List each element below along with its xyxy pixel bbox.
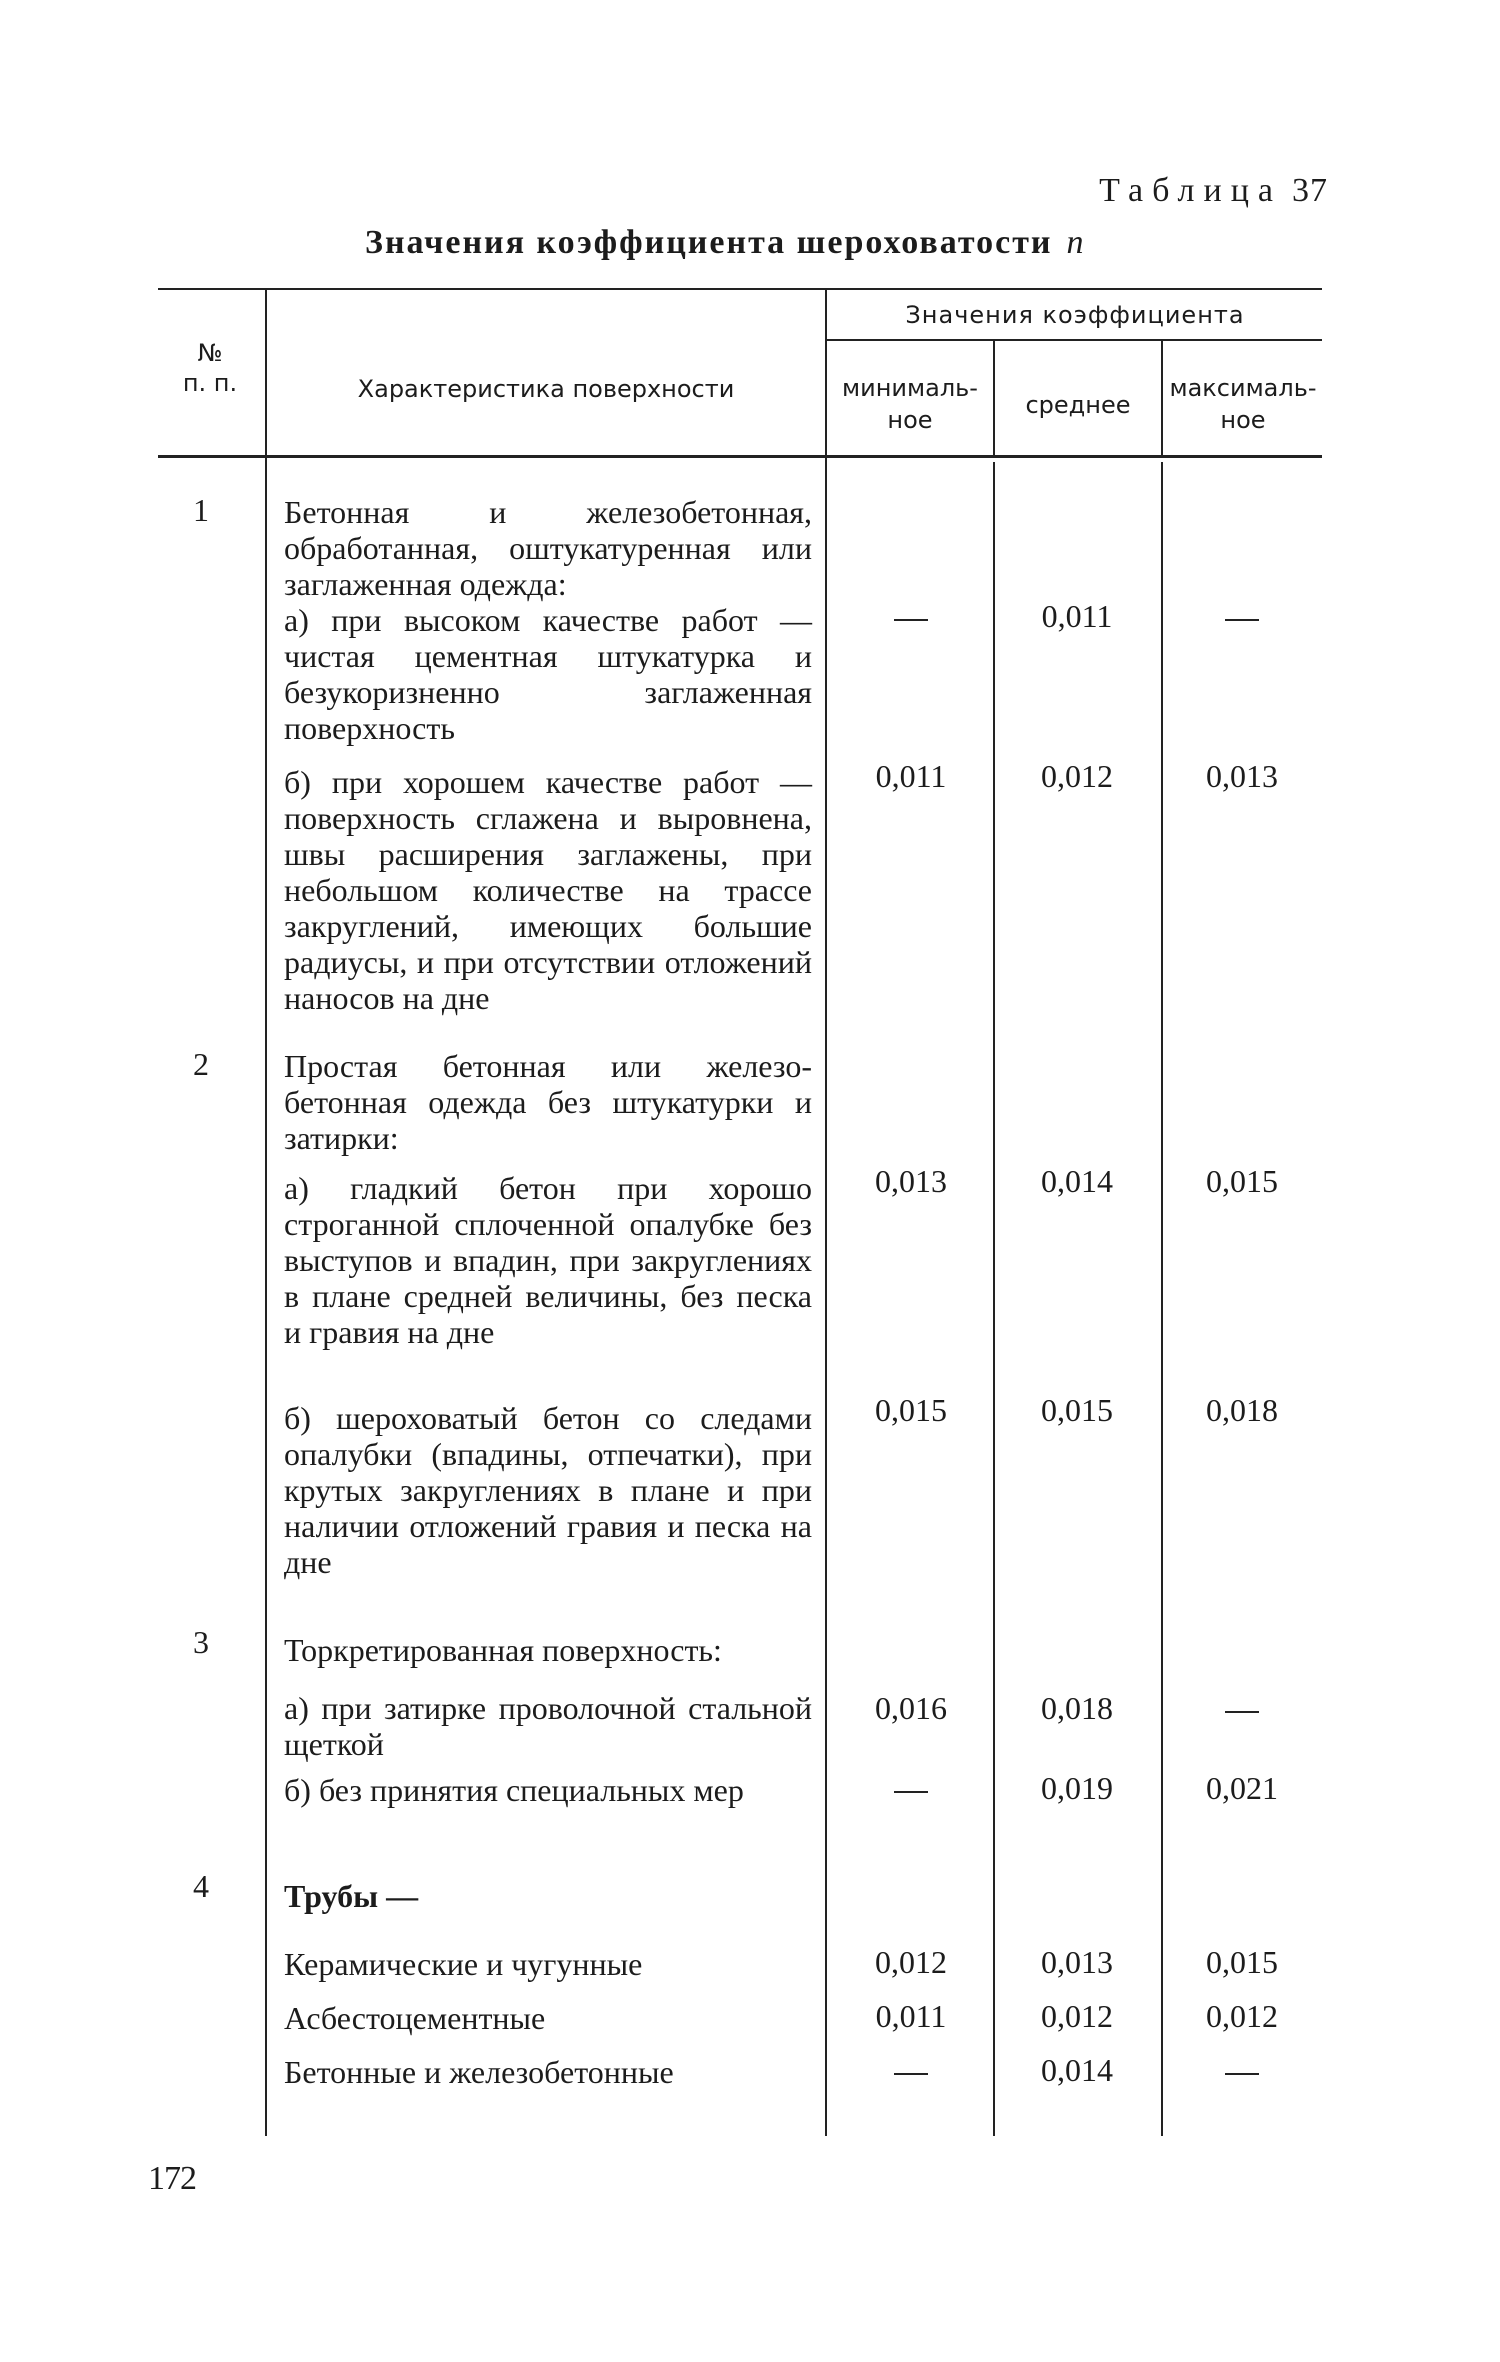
row-1a-description: а) при высоком качестве работ — чистая цементная штукатурка и безукоризненно заглаженная поверхность — [284, 602, 812, 746]
column-header-max: максималь- ное — [1169, 374, 1317, 434]
vline-1 — [265, 290, 267, 2136]
table-number: 37 — [1292, 172, 1328, 209]
row-1a-max — [1162, 598, 1322, 634]
row-number-2: 2 — [193, 1046, 209, 1082]
row-1a-min — [831, 598, 991, 634]
column-header-values-group: Значения коэффициента — [905, 301, 1245, 329]
row-number-3: 3 — [193, 1624, 209, 1660]
column-header-number: № п. п. — [182, 339, 238, 397]
row-3b-min — [831, 1770, 991, 1806]
column-header-characteristic: Характеристика поверхности — [357, 375, 735, 403]
row-4a-avg: 0,013 — [1041, 1944, 1113, 1980]
row-4b-avg: 0,012 — [1041, 1998, 1113, 2034]
row-4c-min — [831, 2052, 991, 2088]
row-3a-description: а) при затирке проволочной стальной щеткой — [284, 1690, 812, 1762]
dash-mark — [894, 2073, 928, 2075]
dash-mark — [894, 619, 928, 621]
row-3a-avg: 0,018 — [1041, 1690, 1113, 1726]
column-header-min: минималь- ное — [842, 374, 978, 434]
table-label — [1099, 172, 1328, 210]
title-variable: n — [1066, 224, 1086, 261]
table-title — [365, 224, 1086, 262]
column-header-avg: среднее — [1025, 391, 1131, 419]
row-2a-avg: 0,014 — [1041, 1163, 1113, 1199]
row-2b-max: 0,018 — [1206, 1392, 1278, 1428]
row-4-description: Трубы — — [284, 1878, 419, 1914]
row-1b-max: 0,013 — [1206, 758, 1278, 794]
top-rule — [158, 288, 1322, 290]
row-2b-avg: 0,015 — [1041, 1392, 1113, 1428]
row-2a-min: 0,013 — [875, 1163, 947, 1199]
row-1a-avg: 0,011 — [1041, 598, 1113, 634]
vline-2 — [825, 290, 827, 2136]
row-3b-max: 0,021 — [1206, 1770, 1278, 1806]
row-4a-min: 0,012 — [875, 1944, 947, 1980]
page-number: 172 — [148, 2160, 196, 2197]
dash-mark — [1225, 619, 1259, 621]
vline-4 — [1161, 341, 1163, 455]
vline-4-body — [1161, 462, 1163, 2136]
row-2a-description: а) гладкий бетон при хорошо строганной сплоченной опалубке без выступов и впадин, при закруглениях в плане средней величины, без песка и гравия на дне — [284, 1170, 812, 1350]
row-1b-description: б) при хорошем качестве работ — поверхность сглажена и выровнена, швы расширения заглажены, при небольшом количестве на трассе закруглений, имеющих большие радиусы, и при отсутствии отложений наносов на дне — [284, 764, 812, 1016]
row-4b-min: 0,011 — [875, 1998, 947, 2034]
row-number-4: 4 — [193, 1868, 209, 1904]
row-4b-max: 0,012 — [1206, 1998, 1278, 2034]
row-2b-description: б) шероховатый бетон со следами опалубки (впадины, отпечатки), при крутых закруглениях в плане и при наличии отложений гравия и песка на дне — [284, 1400, 812, 1580]
row-3-description: Торкретированная поверхность: — [284, 1632, 722, 1668]
row-1b-min: 0,011 — [875, 758, 947, 794]
header-bottom-rule — [158, 455, 1322, 458]
row-1-description: Бетонная и железобетонная, обработанная, оштукатуренная или заглаженная одежда: — [284, 494, 812, 602]
row-2b-min: 0,015 — [875, 1392, 947, 1428]
row-4b-description: Асбестоцементные — [284, 2000, 546, 2036]
row-number-1: 1 — [193, 492, 209, 528]
dash-mark — [894, 1791, 928, 1793]
row-3a-min: 0,016 — [875, 1690, 947, 1726]
table-title-text: Значения коэффициента шероховатости — [365, 224, 1053, 261]
row-3b-avg: 0,019 — [1041, 1770, 1113, 1806]
vline-3 — [993, 341, 995, 455]
row-4c-max — [1162, 2052, 1322, 2088]
row-4c-description: Бетонные и железобетонные — [284, 2054, 674, 2090]
row-1b-avg: 0,012 — [1041, 758, 1113, 794]
row-3b-description: б) без принятия специальных мер — [284, 1772, 744, 1808]
row-4a-max: 0,015 — [1206, 1944, 1278, 1980]
group-rule — [826, 339, 1322, 341]
dash-mark — [1225, 1711, 1259, 1713]
row-2-description: Простая бетонная или железобетонная одежда без штукатурки и затирки: — [284, 1048, 812, 1156]
row-3a-max — [1162, 1690, 1322, 1726]
dash-mark — [1225, 2073, 1259, 2075]
vline-3-body — [993, 462, 995, 2136]
row-4a-description: Керамические и чугунные — [284, 1946, 643, 1982]
table-word: Таблица — [1099, 172, 1282, 209]
row-4c-avg: 0,014 — [1041, 2052, 1113, 2088]
row-2a-max: 0,015 — [1206, 1163, 1278, 1199]
